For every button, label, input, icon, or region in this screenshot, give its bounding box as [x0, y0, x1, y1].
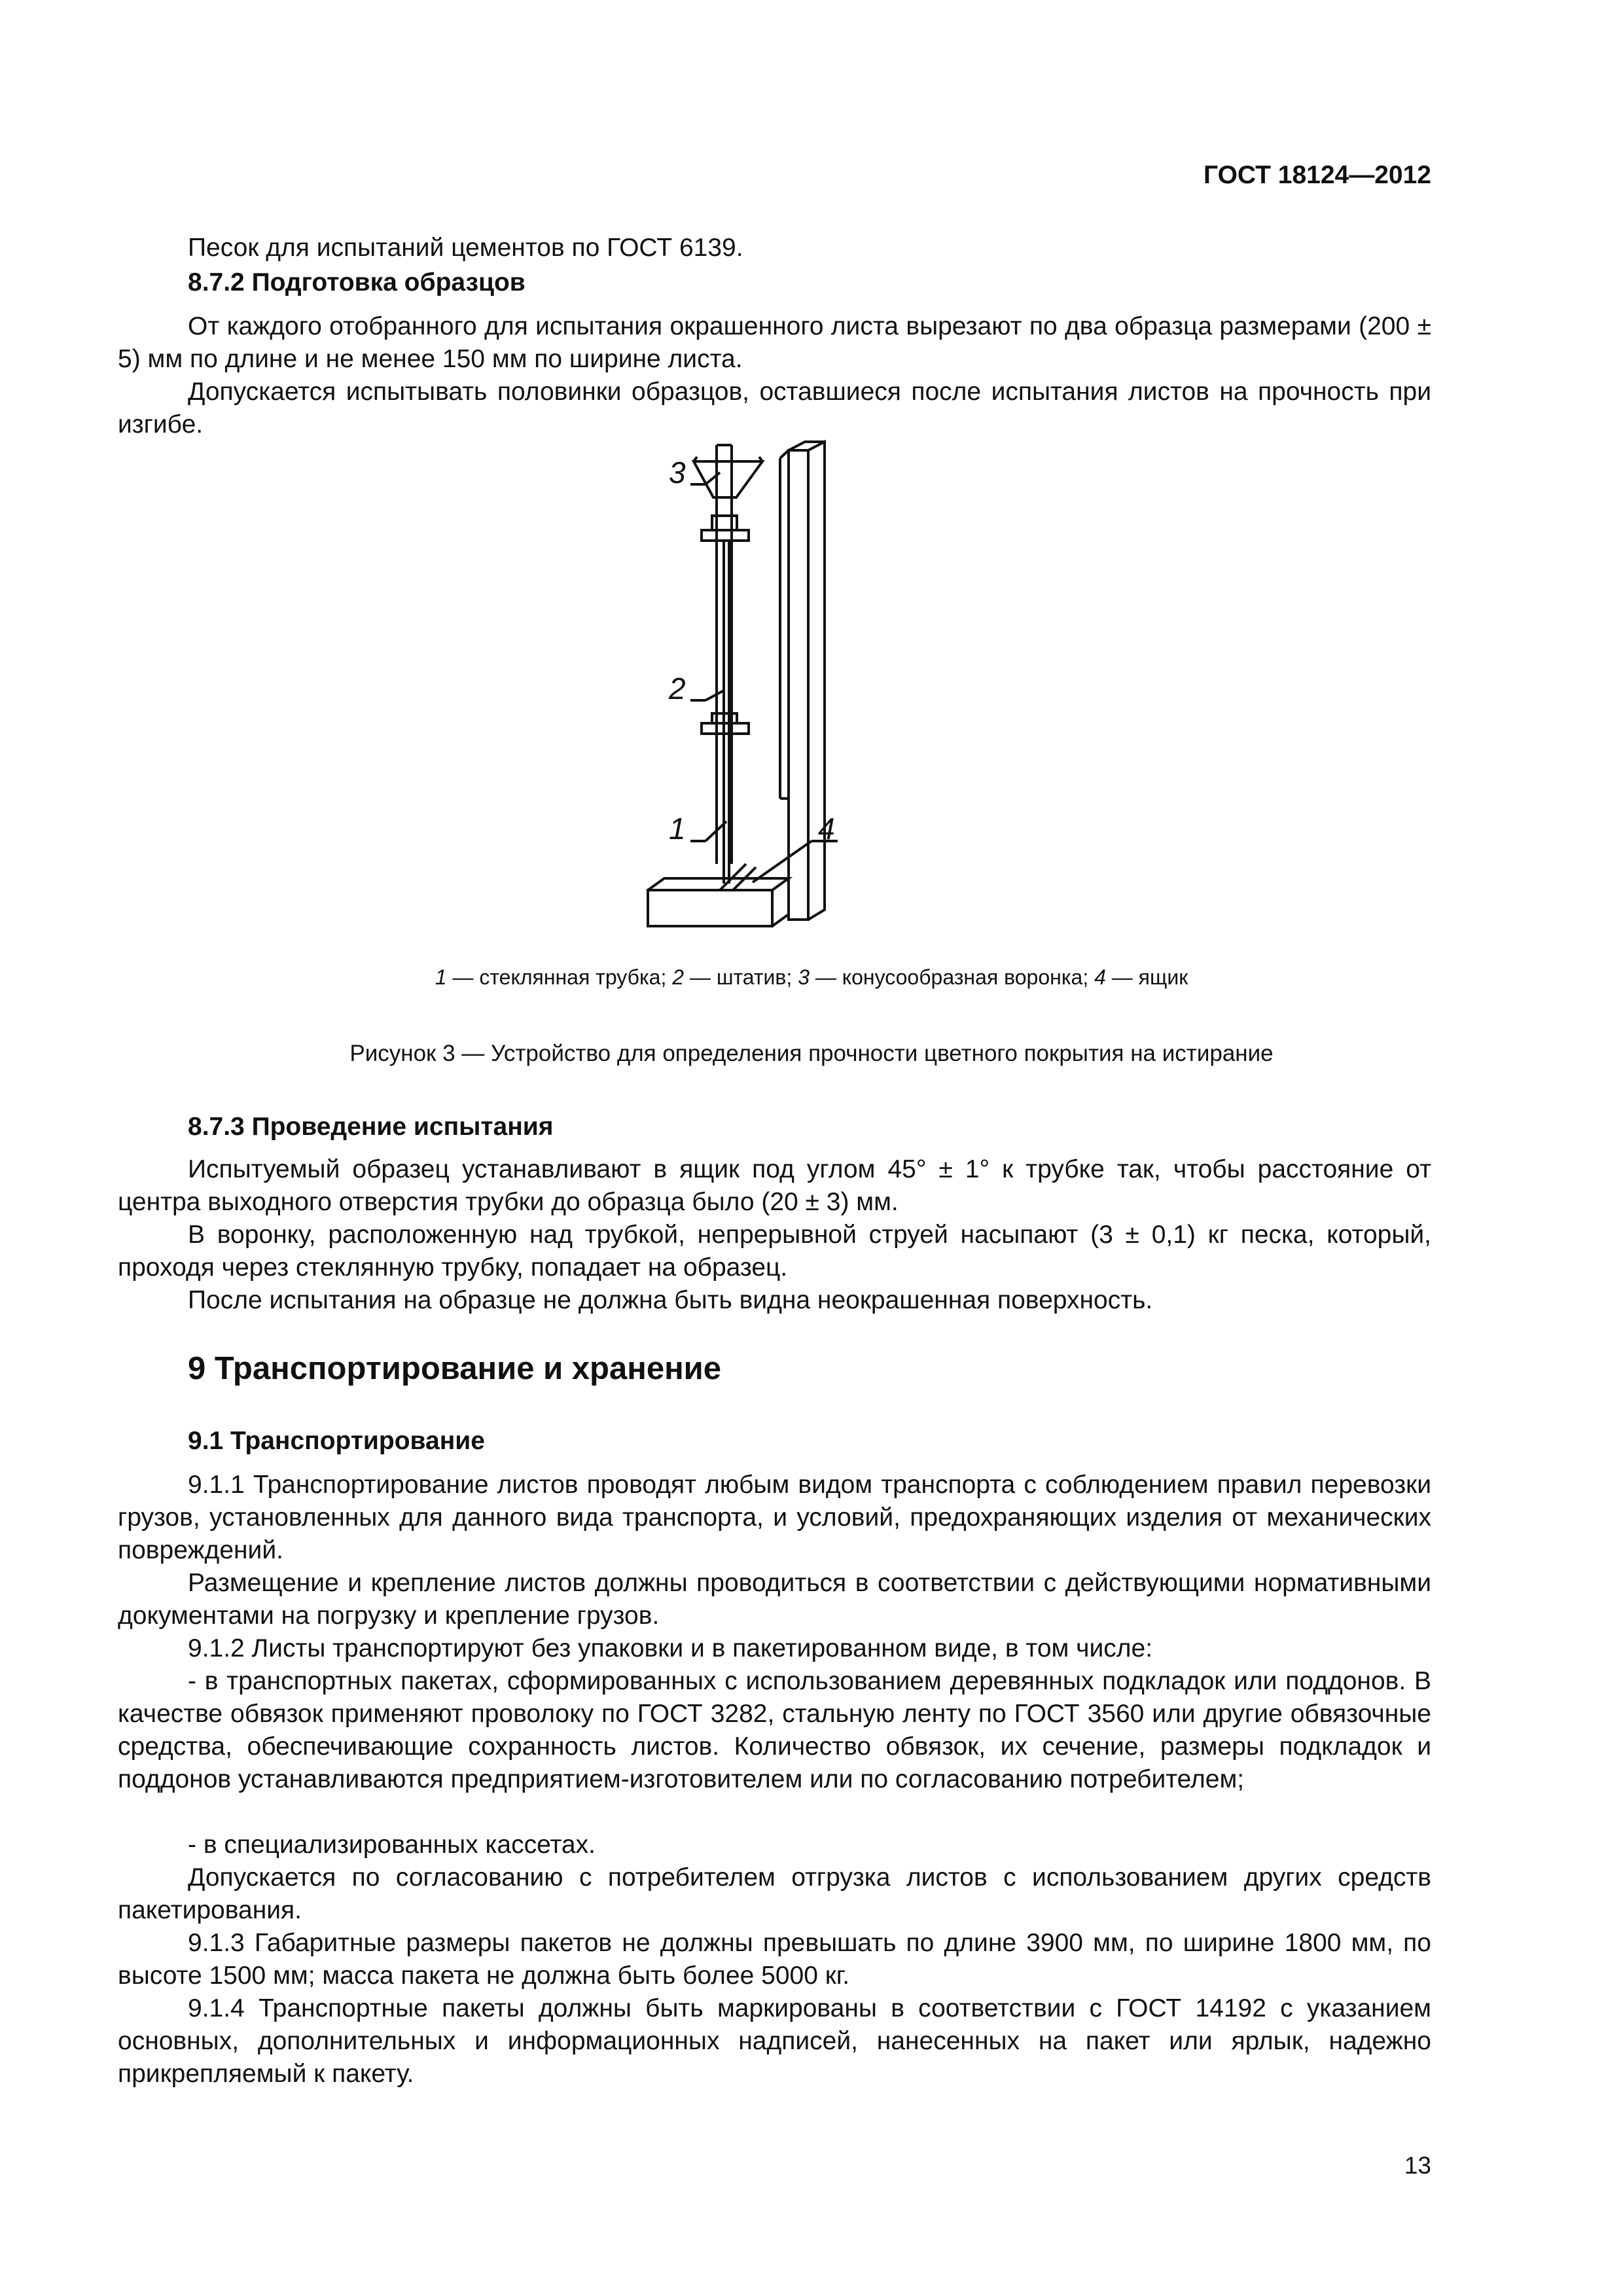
legend-text-3: — конусообразная воронка; — [809, 965, 1095, 989]
paragraph-9-1-2-1: 9.1.2 Листы транспортируют без упаковки и в пакетированном виде, в том числе: — [188, 1634, 1153, 1662]
figure-label-2: 2 — [669, 672, 686, 706]
legend-text-4: — ящик — [1105, 965, 1188, 989]
legend-num-4: 4 — [1094, 965, 1106, 989]
paragraph-9-1-2-3: - в специализированных кассетах. — [188, 1831, 596, 1859]
paragraph-9-1-4: 9.1.4 Транспортные пакеты должны быть маркированы в соответствии с ГОСТ 14192 с указанием основных, дополнительных и информационных надписей, нанесенных на пакет или ярлык, надежно прикрепляемый к пакету. — [118, 1994, 1431, 2088]
page-number: 13 — [1404, 2152, 1431, 2179]
paragraph-8-7-3-2: В воронку, расположенную над трубкой, непрерывной струей насыпают (3 ± 0,1) кг песка, который, проходя через стеклянную трубку, попадает на образец. — [118, 1221, 1431, 1282]
section-9-title: 9 Транспортирование и хранение — [188, 1351, 722, 1386]
paragraph-sand: Песок для испытаний цементов по ГОСТ 6139. — [188, 234, 743, 262]
paragraph-8-7-2-1: От каждого отобранного для испытания окрашенного листа вырезают по два образца размерами (200 ± 5) мм по длине и не менее 150 мм по ширине листа. — [118, 312, 1431, 373]
figure-label-3: 3 — [669, 456, 686, 490]
section-8-7-3-title: 8.7.3 Проведение испытания — [188, 1113, 554, 1141]
legend-text-1: — стеклянная трубка; — [446, 965, 673, 989]
paragraph-9-1-2-4: Допускается по согласованию с потребителем отгрузка листов с использованием других средств пакетирования. — [118, 1863, 1431, 1924]
document-id: ГОСТ 18124—2012 — [1204, 161, 1431, 189]
figure-caption: Рисунок 3 — Устройство для определения прочности цветного покрытия на истирание — [349, 1041, 1274, 1066]
figure-label-1: 1 — [669, 812, 686, 846]
legend-text-2: — штатив; — [684, 965, 798, 989]
figure-device-diagram — [628, 432, 890, 956]
paragraph-8-7-3-3: После испытания на образце не должна быть видна неокрашенная поверхность. — [188, 1286, 1153, 1314]
section-9-1-title: 9.1 Транспортирование — [188, 1427, 485, 1455]
section-8-7-2-title: 8.7.2 Подготовка образцов — [188, 268, 526, 296]
paragraph-9-1-1-1: 9.1.1 Транспортирование листов проводят любым видом транспорта с соблюдением правил перевозки грузов, установленных для данного вида транспорта, и условий, предохраняющих изделия от механических повреждений. — [118, 1471, 1431, 1564]
paragraph-9-1-1-2: Размещение и крепление листов должны проводиться в соответствии с действующими нормативными документами на погрузку и крепление грузов. — [118, 1569, 1431, 1630]
paragraph-8-7-2-2: Допускается испытывать половинки образцов, оставшиеся после испытания листов на прочность при изгибе. — [118, 378, 1431, 439]
legend-num-3: 3 — [798, 965, 810, 989]
legend-num-2: 2 — [672, 965, 685, 989]
paragraph-8-7-3-1: Испытуемый образец устанавливают в ящик под углом 45° ± 1° к трубке так, чтобы расстояние от центра выходного отверстия трубки до образца было (20 ± 3) мм. — [118, 1155, 1431, 1216]
paragraph-9-1-3: 9.1.3 Габаритные размеры пакетов не должны превышать по длине 3900 мм, по ширине 1800 мм, по высоте 1500 мм; масса пакета не должна быть более 5000 кг. — [118, 1929, 1431, 1990]
figure-label-4: 4 — [818, 812, 835, 846]
figure-legend — [0, 965, 1623, 990]
paragraph-9-1-2-2: - в транспортных пакетах, сформированных с использованием деревянных подкладок или поддонов. В качестве обвязок применяют проволоку по ГОСТ 3282, стальную ленту по ГОСТ 3560 или другие обвязочные средства, обеспечивающие сохранность листов. Количество обвязок, их сечение, размеры подкладок и поддонов устанавливаются предприятием-изготовителем или по согласованию потребителем; — [118, 1667, 1431, 1793]
legend-num-1: 1 — [435, 965, 447, 989]
